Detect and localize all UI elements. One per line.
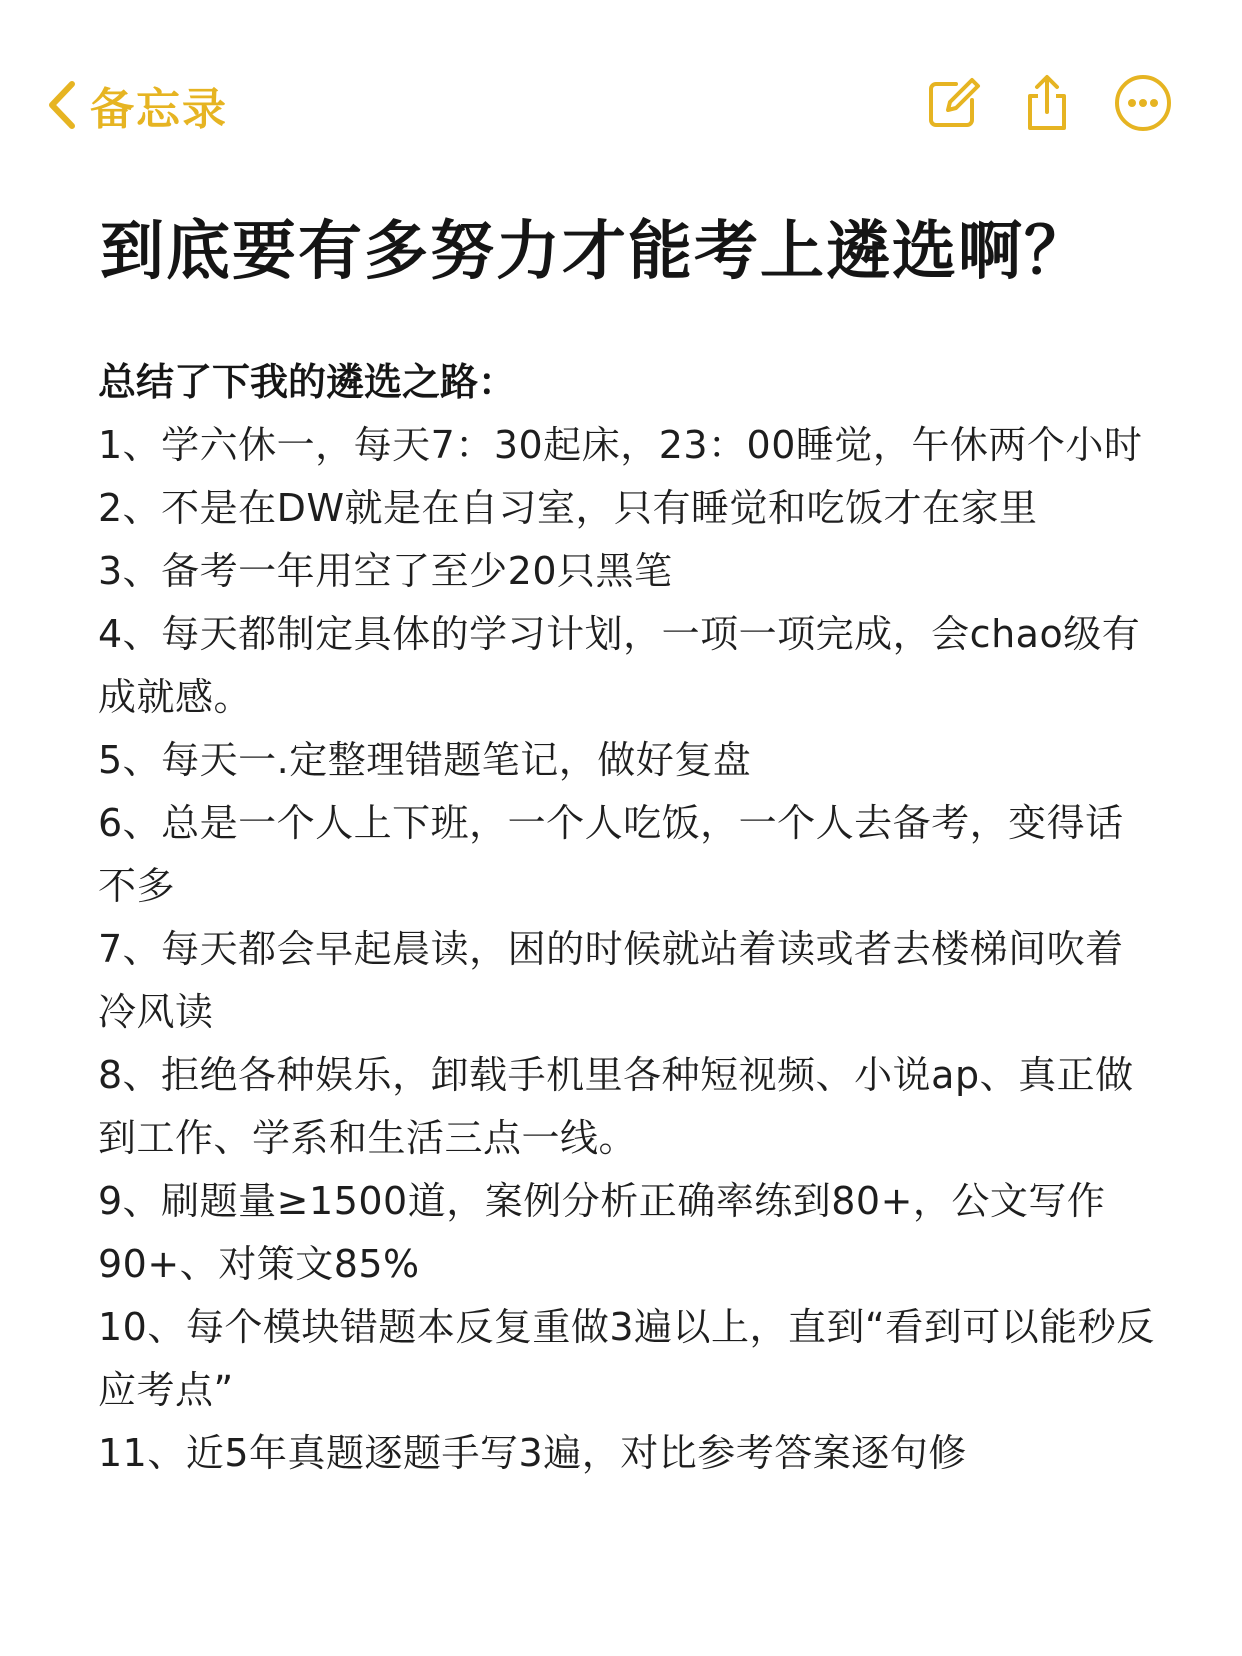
list-item: 4、每天都制定具体的学习计划，一项一项完成，会chao级有成就感。 [98,612,1141,719]
note-title: 到底要有多努力才能考上遴选啊？ [100,215,1090,289]
list-item: 11、近5年真题逐题手写3遍，对比参考答案逐句修 [98,1431,967,1475]
list-item: 1、学六休一，每天7：30起床，23：00睡觉，午休两个小时 [98,423,1143,467]
back-label: 备忘录 [90,84,228,135]
list-item: 6、总是一个人上下班，一个人吃饭，一个人去备考，变得话不多 [98,801,1124,908]
list-item: 8、拒绝各种娱乐，卸载手机里各种短视频、小说ap、真正做到工作、学系和生活三点一线。 [98,1053,1134,1160]
share-icon [1016,72,1078,134]
more-button[interactable] [1108,68,1178,138]
list-item: 10、每个模块错题本反复重做3遍以上，直到“看到可以能秒反应考点” [98,1305,1155,1412]
list-item: 3、备考一年用空了至少20只黑笔 [98,549,673,593]
compose-icon [922,72,984,134]
more-icon [1112,72,1174,134]
compose-button[interactable] [918,68,988,138]
navigation-bar [0,60,1242,150]
share-button[interactable] [1012,68,1082,138]
note-subtitle: 总结了下我的遴选之路： [98,360,517,404]
chevron-left-icon [44,78,80,132]
list-item: 2、不是在DW就是在自习室，只有睡觉和吃饭才在家里 [98,486,1038,530]
note-body[interactable] [98,350,1158,1485]
list-item: 5、每天一.定整理错题笔记，做好复盘 [98,738,752,782]
back-button[interactable] [44,68,228,142]
list-item: 9、刷题量≥1500道，案例分析正确率练到80+，公文写作90+、对策文85% [98,1179,1106,1286]
list-item: 7、每天都会早起晨读，困的时候就站着读或者去楼梯间吹着冷风读 [98,927,1124,1034]
